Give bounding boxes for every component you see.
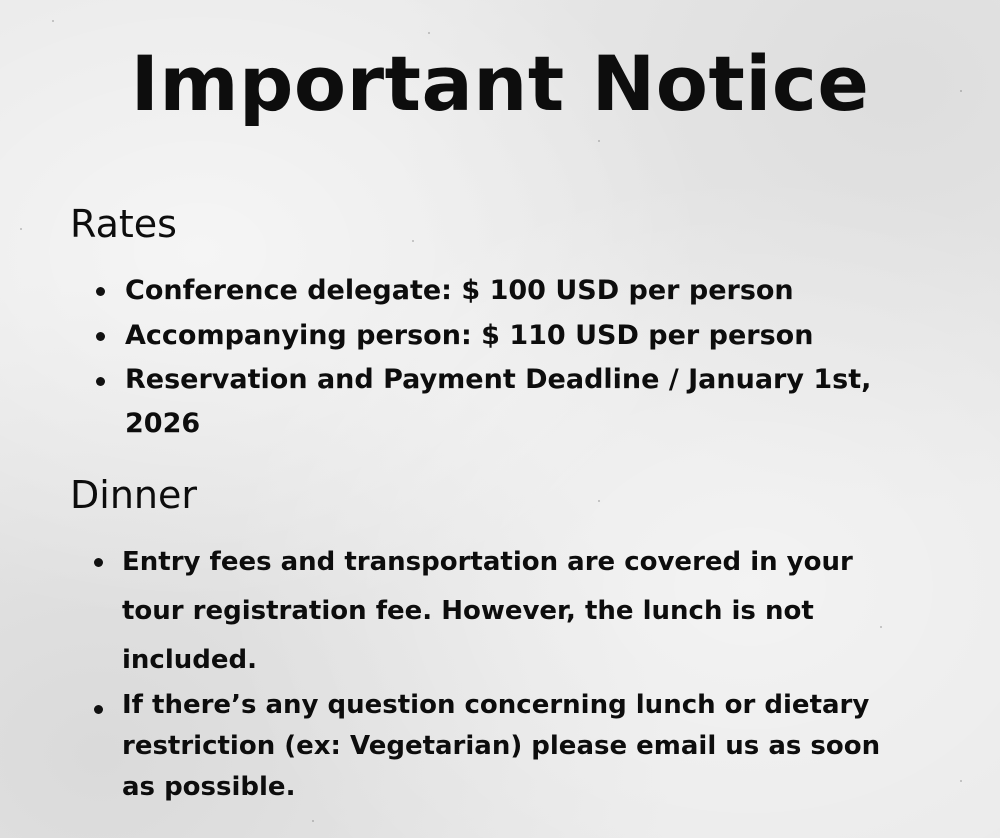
texture-speck (312, 820, 314, 822)
texture-speck (428, 32, 430, 34)
list-item: Accompanying person: $ 110 USD per person (125, 313, 955, 358)
texture-speck (598, 140, 600, 142)
section-heading-dinner: Dinner (70, 473, 197, 517)
section-heading-rates: Rates (70, 202, 177, 246)
texture-speck (598, 500, 600, 502)
texture-speck (960, 780, 962, 782)
texture-speck (20, 228, 22, 230)
texture-speck (412, 240, 414, 242)
list-item: Conference delegate: $ 100 USD per person (125, 268, 955, 313)
dinner-list (122, 538, 922, 808)
rates-list (125, 268, 955, 446)
page-title: Important Notice (130, 39, 870, 128)
texture-speck (52, 20, 54, 22)
list-item: Reservation and Payment Deadline / January 1st, 2026 (125, 358, 955, 446)
list-item: Entry fees and transportation are covered in your tour registration fee. However, the lunch is not included. (122, 538, 922, 685)
list-item: If there’s any question concerning lunch or dietary restriction (ex: Vegetarian) please email us as soon as possible. (122, 685, 922, 808)
